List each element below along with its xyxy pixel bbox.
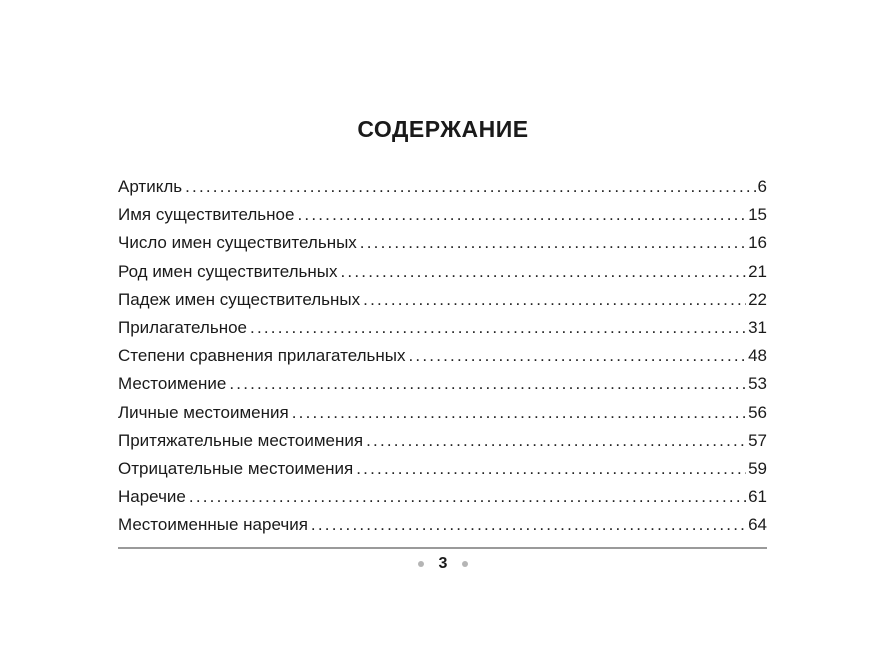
dot-leader	[356, 455, 746, 483]
dot-leader	[363, 286, 746, 314]
table-of-contents	[118, 173, 767, 539]
dot-leader	[250, 314, 746, 342]
dot-leader	[341, 258, 747, 286]
toc-entry[interactable]	[118, 258, 767, 286]
toc-entry[interactable]	[118, 286, 767, 314]
toc-entry-label: Местоименные наречия	[118, 515, 308, 535]
page-footer	[0, 555, 886, 573]
dot-leader	[185, 173, 755, 201]
dot-leader	[292, 399, 746, 427]
dot-leader	[311, 511, 746, 539]
dot-leader	[366, 427, 746, 455]
dot-leader	[409, 342, 747, 370]
page-number: 3	[438, 555, 448, 572]
toc-entry[interactable]	[118, 511, 767, 539]
toc-entry-page: 57	[748, 430, 767, 450]
toc-entry-label: Местоимение	[118, 374, 227, 394]
toc-entry[interactable]	[118, 173, 767, 201]
page-title: СОДЕРЖАНИЕ	[357, 116, 529, 142]
toc-entry-page: 22	[748, 289, 767, 309]
divider	[118, 547, 767, 549]
toc-entry-page: 53	[748, 374, 767, 394]
toc-entry-page: 15	[748, 205, 767, 225]
toc-entry[interactable]	[118, 370, 767, 398]
decorative-dot-icon	[462, 561, 468, 567]
toc-entry-page: 31	[748, 317, 767, 337]
toc-entry-page: 16	[748, 233, 767, 253]
toc-entry-label: Личные местоимения	[118, 402, 289, 422]
toc-entry-page: 56	[748, 402, 767, 422]
toc-entry[interactable]	[118, 399, 767, 427]
toc-entry[interactable]	[118, 314, 767, 342]
toc-entry-page: 64	[748, 515, 767, 535]
toc-entry[interactable]	[118, 342, 767, 370]
toc-entry[interactable]	[118, 229, 767, 257]
toc-entry[interactable]	[118, 455, 767, 483]
toc-entry-label: Род имен существительных	[118, 261, 338, 281]
toc-entry-label: Отрицательные местоимения	[118, 458, 354, 478]
dot-leader	[360, 229, 746, 257]
toc-entry-page: 6	[757, 177, 767, 196]
toc-entry-page: 21	[748, 261, 767, 281]
toc-entry-page: 59	[748, 458, 767, 478]
decorative-dot-icon	[418, 561, 424, 567]
toc-entry-label: Артикль	[118, 177, 183, 196]
toc-entry-label: Прилагательное	[118, 317, 248, 337]
toc-entry[interactable]	[118, 201, 767, 229]
dot-leader	[297, 201, 746, 229]
toc-entry-label: Имя существительное	[118, 205, 295, 225]
toc-entry-page: 48	[748, 346, 767, 366]
toc-entry-label: Степени сравнения прилагательных	[118, 346, 406, 366]
toc-entry-label: Падеж имен существительных	[118, 289, 361, 309]
toc-entry-page: 61	[748, 487, 767, 507]
toc-entry[interactable]	[118, 427, 767, 455]
toc-entry-label: Число имен существительных	[118, 233, 357, 253]
toc-entry[interactable]	[118, 483, 767, 511]
toc-entry-label: Наречие	[118, 487, 186, 507]
toc-entry-label: Притяжательные местоимения	[118, 430, 364, 450]
dot-leader	[189, 483, 746, 511]
dot-leader	[229, 370, 746, 398]
